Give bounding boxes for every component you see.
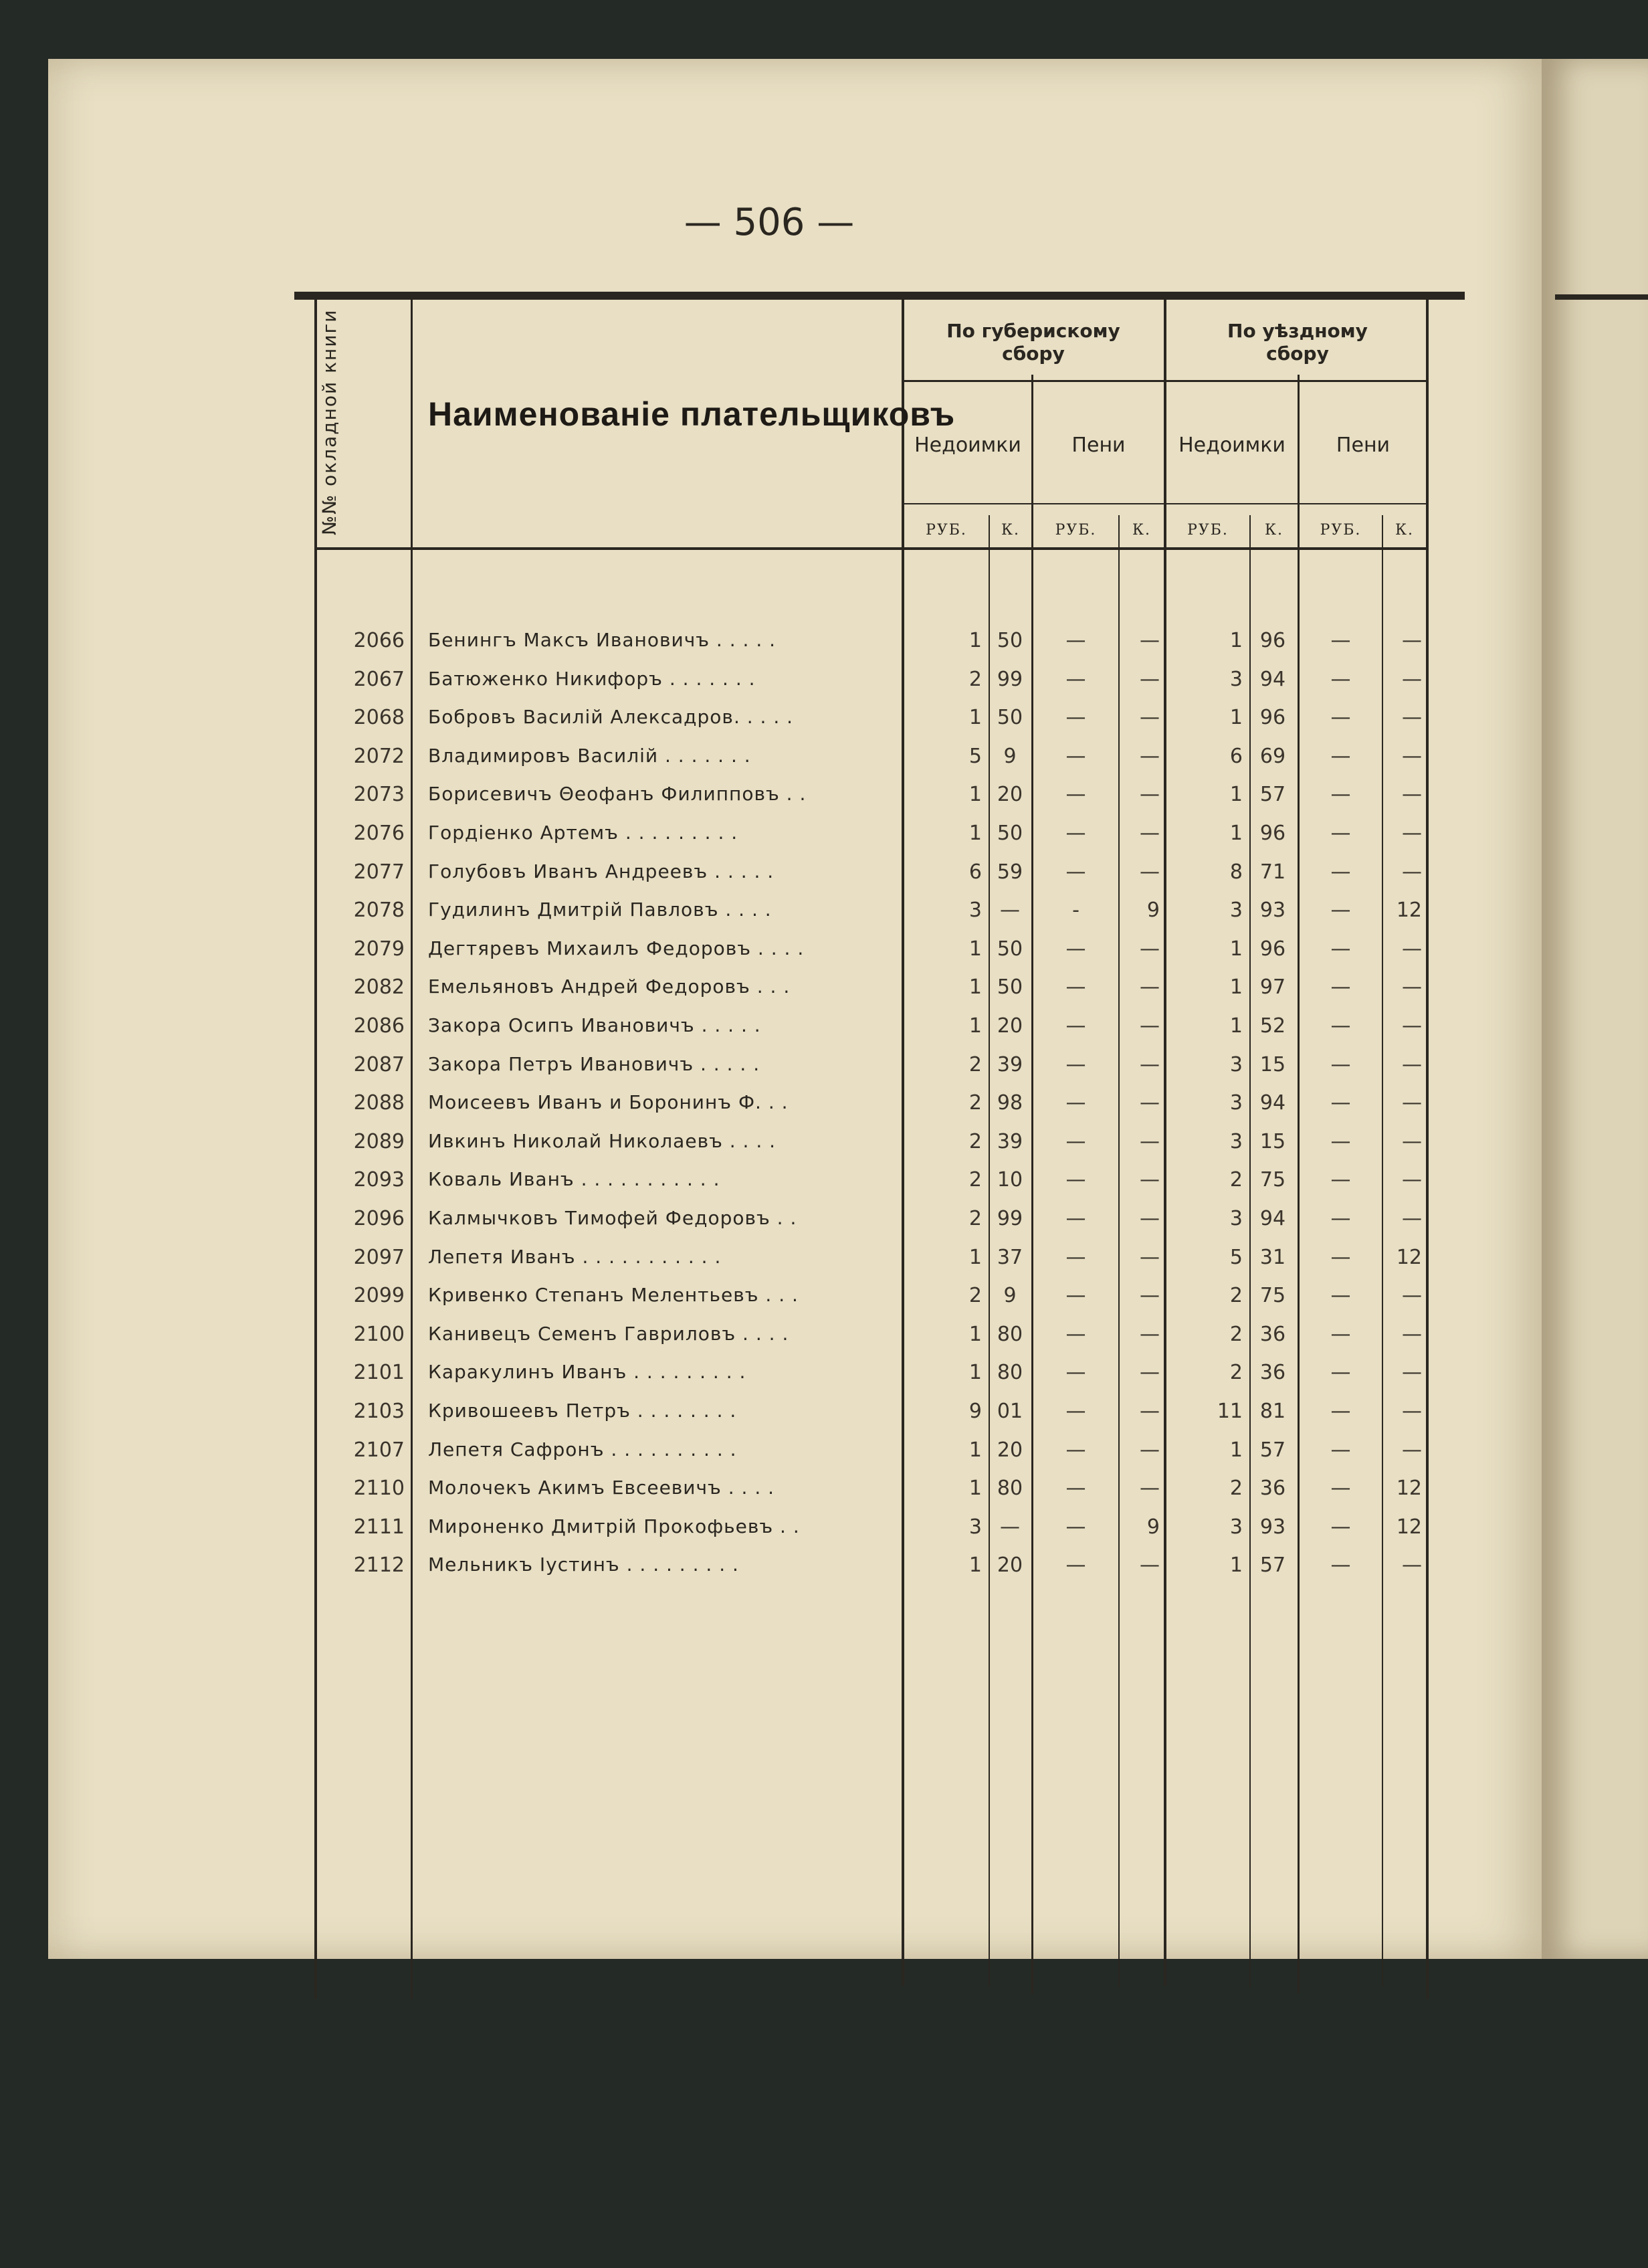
row-number: 2078 <box>353 899 405 923</box>
payer-name: Голубовъ Иванъ Андреевъ . . . . . <box>428 860 775 882</box>
uezd-peni-kop: — <box>1402 1553 1422 1578</box>
uezd-peni-rub: — <box>1330 860 1351 884</box>
gub-peni-kop: — <box>1140 1477 1160 1501</box>
payer-name: Борисевичъ Θеофанъ Филипповъ . . <box>428 783 807 806</box>
uezd-nedoimki-kop: 75 <box>1259 1168 1286 1192</box>
uezd-nedoimki-kop: 96 <box>1259 937 1286 961</box>
gub-nedoimki-rub: 2 <box>968 1168 982 1192</box>
uezd-peni-kop: 12 <box>1396 1245 1422 1269</box>
header-unit-kop: К. <box>1395 522 1415 539</box>
uezd-peni-kop: — <box>1402 744 1422 768</box>
header-gub-peni: Пени <box>1071 434 1126 457</box>
uezd-peni-kop: — <box>1402 1168 1422 1192</box>
uezd-peni-rub: — <box>1330 1168 1351 1192</box>
payer-name: Закора Петръ Ивановичъ . . . . . <box>428 1052 760 1075</box>
uezd-peni-rub: — <box>1330 1322 1351 1346</box>
uezd-peni-kop: — <box>1402 1091 1422 1115</box>
gub-peni-kop: — <box>1140 1322 1160 1346</box>
gub-peni-rub: — <box>1065 744 1086 768</box>
row-number: 2096 <box>353 1207 405 1230</box>
table-row <box>0 1432 1648 1471</box>
uezd-nedoimki-rub: 3 <box>1229 1052 1243 1076</box>
gub-nedoimki-kop: 20 <box>997 1438 1023 1462</box>
header-group-rule-gub <box>904 380 1164 382</box>
uezd-nedoimki-rub: 8 <box>1229 860 1243 884</box>
header-uezd-group: По уѣздному сбору <box>1227 320 1368 365</box>
uezd-nedoimki-rub: 5 <box>1229 1245 1243 1269</box>
gub-nedoimki-kop: 10 <box>997 1168 1023 1192</box>
uezd-peni-rub: — <box>1330 1553 1351 1578</box>
gub-peni-kop: — <box>1140 1014 1160 1038</box>
gub-nedoimki-kop: — <box>1000 899 1020 923</box>
gub-nedoimki-kop: 01 <box>997 1400 1023 1423</box>
gub-nedoimki-kop: 20 <box>997 1553 1023 1578</box>
uezd-nedoimki-kop: 31 <box>1259 1245 1286 1269</box>
table-row <box>0 699 1648 738</box>
payer-name: Бобровъ Василій Алексадров. . . . . <box>428 706 794 729</box>
row-number: 2086 <box>353 1014 405 1038</box>
uezd-nedoimki-rub: 2 <box>1229 1168 1243 1192</box>
uezd-nedoimki-kop: 96 <box>1259 629 1286 652</box>
row-number: 2100 <box>353 1322 405 1346</box>
gub-peni-rub: — <box>1065 706 1086 730</box>
table-row <box>0 931 1648 969</box>
payer-name: Владимировъ Василій . . . . . . . <box>428 744 751 767</box>
uezd-nedoimki-kop: 57 <box>1259 783 1286 807</box>
table-row <box>0 622 1648 661</box>
table-row <box>0 1354 1648 1393</box>
uezd-nedoimki-rub: 1 <box>1229 937 1243 961</box>
uezd-nedoimki-kop: 81 <box>1259 1400 1286 1423</box>
gub-nedoimki-rub: 1 <box>968 1014 982 1038</box>
gub-nedoimki-kop: 50 <box>997 822 1023 845</box>
table-row <box>0 969 1648 1008</box>
uezd-nedoimki-kop: 93 <box>1259 899 1286 923</box>
gub-peni-rub: — <box>1065 1168 1086 1192</box>
table-row <box>0 1239 1648 1278</box>
payer-name: Кривенко Степанъ Мелентьевъ . . . <box>428 1284 799 1307</box>
uezd-peni-kop: — <box>1402 1322 1422 1346</box>
payer-name: Емельяновъ Андрей Федоровъ . . . <box>428 975 791 998</box>
table-top-rule <box>294 292 1465 300</box>
gub-peni-rub: — <box>1065 1207 1086 1230</box>
row-number: 2087 <box>353 1052 405 1076</box>
uezd-peni-kop: — <box>1402 783 1422 807</box>
uezd-peni-kop: — <box>1402 667 1422 691</box>
gub-nedoimki-kop: 99 <box>997 1207 1023 1230</box>
gub-peni-kop: — <box>1140 1400 1160 1423</box>
gub-nedoimki-kop: 80 <box>997 1477 1023 1501</box>
uezd-nedoimki-rub: 1 <box>1229 1438 1243 1462</box>
row-number: 2072 <box>353 744 405 768</box>
payer-name: Ивкинъ Николай Николаевъ . . . . <box>428 1129 777 1152</box>
uezd-peni-kop: 12 <box>1396 1477 1422 1501</box>
uezd-peni-kop: — <box>1402 1361 1422 1385</box>
gub-nedoimki-rub: 2 <box>968 1129 982 1153</box>
payer-name: Каракулинъ Иванъ . . . . . . . . . <box>428 1361 746 1384</box>
gub-nedoimki-rub: 1 <box>968 1438 982 1462</box>
uezd-nedoimki-rub: 1 <box>1229 1553 1243 1578</box>
uezd-nedoimki-kop: 93 <box>1259 1515 1286 1539</box>
payer-name: Лепетя Сафронъ . . . . . . . . . . <box>428 1438 737 1460</box>
uezd-nedoimki-rub: 1 <box>1229 706 1243 730</box>
table-row <box>0 1547 1648 1586</box>
gub-nedoimki-kop: 99 <box>997 667 1023 691</box>
uezd-nedoimki-rub: 6 <box>1229 744 1243 768</box>
uezd-peni-kop: — <box>1402 860 1422 884</box>
row-number: 2111 <box>353 1515 405 1539</box>
payer-name: Моисеевъ Иванъ и Боронинъ Ф. . . <box>428 1091 789 1114</box>
gub-peni-rub: — <box>1065 1438 1086 1462</box>
gub-nedoimki-kop: 80 <box>997 1322 1023 1346</box>
uezd-peni-rub: — <box>1330 1400 1351 1423</box>
gub-nedoimki-rub: 1 <box>968 937 982 961</box>
payer-name: Дегтяревъ Михаилъ Федоровъ . . . . <box>428 937 805 959</box>
gub-nedoimki-rub: 1 <box>968 822 982 845</box>
table-row <box>0 1393 1648 1432</box>
row-number: 2103 <box>353 1400 405 1423</box>
gub-peni-rub: — <box>1065 860 1086 884</box>
table-row <box>0 1470 1648 1509</box>
payer-name: Канивецъ Семенъ Гавриловъ . . . . <box>428 1322 789 1345</box>
gub-nedoimki-rub: 2 <box>968 1207 982 1230</box>
table-row <box>0 776 1648 815</box>
gub-nedoimki-kop: 50 <box>997 975 1023 1000</box>
gub-peni-rub: — <box>1065 1284 1086 1308</box>
table-row <box>0 892 1648 931</box>
gub-nedoimki-kop: 50 <box>997 937 1023 961</box>
table-row <box>0 1509 1648 1547</box>
table-row <box>0 661 1648 700</box>
uezd-nedoimki-kop: 57 <box>1259 1438 1286 1462</box>
row-number: 2112 <box>353 1553 405 1578</box>
uezd-peni-kop: — <box>1402 975 1422 1000</box>
uezd-peni-rub: — <box>1330 706 1351 730</box>
uezd-peni-rub: — <box>1330 937 1351 961</box>
gub-peni-rub: — <box>1065 1553 1086 1578</box>
gub-nedoimki-kop: 50 <box>997 706 1023 730</box>
uezd-nedoimki-rub: 1 <box>1229 629 1243 652</box>
header-unit-rub: РУБ. <box>1187 522 1229 539</box>
row-number: 2077 <box>353 860 405 884</box>
gub-peni-kop: — <box>1140 1284 1160 1308</box>
payer-name: Лепетя Иванъ . . . . . . . . . . . <box>428 1245 722 1268</box>
uezd-peni-rub: — <box>1330 1207 1351 1230</box>
uezd-nedoimki-kop: 36 <box>1259 1322 1286 1346</box>
gub-nedoimki-rub: 1 <box>968 1477 982 1501</box>
uezd-peni-rub: — <box>1330 1245 1351 1269</box>
uezd-peni-rub: — <box>1330 1129 1351 1153</box>
gub-nedoimki-kop: 20 <box>997 1014 1023 1038</box>
gub-nedoimki-rub: 2 <box>968 1052 982 1076</box>
payer-name: Кривошеевъ Петръ . . . . . . . . <box>428 1400 737 1422</box>
gub-peni-rub: — <box>1065 783 1086 807</box>
gub-peni-rub: — <box>1065 1091 1086 1115</box>
payer-name: Коваль Иванъ . . . . . . . . . . . <box>428 1168 720 1191</box>
table-row <box>0 1123 1648 1162</box>
gub-peni-kop: — <box>1140 822 1160 845</box>
row-number: 2107 <box>353 1438 405 1462</box>
payer-name: Гудилинъ Дмитрій Павловъ . . . . <box>428 899 772 921</box>
table-row <box>0 854 1648 892</box>
uezd-peni-kop: — <box>1402 1014 1422 1038</box>
gub-nedoimki-rub: 1 <box>968 1361 982 1385</box>
payer-name: Бенингъ Максъ Ивановичъ . . . . . <box>428 629 777 651</box>
header-unit-rub: РУБ. <box>1055 522 1097 539</box>
uezd-peni-kop: — <box>1402 1400 1422 1423</box>
gub-nedoimki-rub: 3 <box>968 1515 982 1539</box>
gub-nedoimki-rub: 1 <box>968 706 982 730</box>
uezd-nedoimki-rub: 11 <box>1217 1400 1243 1423</box>
row-number: 2076 <box>353 822 405 845</box>
table-row <box>0 1008 1648 1046</box>
page-number: — 506 — <box>684 201 855 244</box>
gub-peni-rub: — <box>1065 1014 1086 1038</box>
table-row <box>0 1084 1648 1123</box>
uezd-peni-kop: — <box>1402 629 1422 652</box>
header-uezd-peni: Пени <box>1336 434 1390 457</box>
gub-peni-rub: — <box>1065 1322 1086 1346</box>
payer-name: Закора Осипъ Ивановичъ . . . . . <box>428 1014 761 1036</box>
table-row <box>0 738 1648 777</box>
header-gub-group: По губерискому сбору <box>946 320 1120 365</box>
gub-nedoimki-rub: 5 <box>968 744 982 768</box>
payer-name: Батюженко Никифоръ . . . . . . . <box>428 667 756 690</box>
uezd-nedoimki-kop: 96 <box>1259 706 1286 730</box>
uezd-peni-rub: — <box>1330 1438 1351 1462</box>
header-uezd-nedoimki: Недоимки <box>1178 434 1285 457</box>
row-number: 2088 <box>353 1091 405 1115</box>
gub-peni-kop: — <box>1140 1052 1160 1076</box>
gub-nedoimki-rub: 3 <box>968 899 982 923</box>
gub-nedoimki-kop: 9 <box>1003 1284 1017 1308</box>
uezd-nedoimki-kop: 15 <box>1259 1052 1286 1076</box>
gub-nedoimki-kop: 80 <box>997 1361 1023 1385</box>
uezd-peni-kop: — <box>1402 937 1422 961</box>
header-unit-kop: К. <box>1132 522 1152 539</box>
gub-nedoimki-kop: 50 <box>997 629 1023 652</box>
uezd-nedoimki-kop: 96 <box>1259 822 1286 845</box>
gub-peni-rub: — <box>1065 1515 1086 1539</box>
gub-nedoimki-kop: 59 <box>997 860 1023 884</box>
row-number: 2089 <box>353 1129 405 1153</box>
gub-nedoimki-rub: 9 <box>968 1400 982 1423</box>
gub-peni-rub: — <box>1065 1245 1086 1269</box>
gub-peni-rub: — <box>1065 975 1086 1000</box>
gub-nedoimki-kop: 37 <box>997 1245 1023 1269</box>
header-col-number: №№ окладной книги <box>318 308 340 535</box>
gub-nedoimki-rub: 2 <box>968 667 982 691</box>
gub-peni-rub: — <box>1065 822 1086 845</box>
uezd-peni-rub: — <box>1330 899 1351 923</box>
uezd-peni-kop: — <box>1402 1052 1422 1076</box>
gub-peni-rub: — <box>1065 629 1086 652</box>
gub-peni-rub: — <box>1065 667 1086 691</box>
gub-peni-kop: 9 <box>1146 1515 1160 1539</box>
uezd-peni-kop: — <box>1402 706 1422 730</box>
uezd-nedoimki-rub: 2 <box>1229 1477 1243 1501</box>
row-number: 2101 <box>353 1361 405 1385</box>
gub-peni-kop: — <box>1140 1168 1160 1192</box>
uezd-nedoimki-rub: 3 <box>1229 1129 1243 1153</box>
table-row <box>0 1046 1648 1085</box>
header-group-rule-uezd <box>1166 380 1427 382</box>
table-row <box>0 1277 1648 1316</box>
uezd-nedoimki-rub: 2 <box>1229 1322 1243 1346</box>
gub-nedoimki-rub: 6 <box>968 860 982 884</box>
uezd-peni-kop: — <box>1402 1438 1422 1462</box>
uezd-peni-kop: 12 <box>1396 1515 1422 1539</box>
header-bottom-rule <box>314 547 1427 550</box>
row-number: 2099 <box>353 1284 405 1308</box>
uezd-nedoimki-kop: 15 <box>1259 1129 1286 1153</box>
gub-peni-kop: — <box>1140 706 1160 730</box>
uezd-nedoimki-kop: 52 <box>1259 1014 1286 1038</box>
uezd-peni-rub: — <box>1330 1014 1351 1038</box>
uezd-nedoimki-rub: 3 <box>1229 1091 1243 1115</box>
header-unit-kop: К. <box>1001 522 1021 539</box>
gub-peni-kop: — <box>1140 937 1160 961</box>
right-page-rule <box>1555 294 1648 300</box>
table-row <box>0 1316 1648 1355</box>
gub-nedoimki-kop: — <box>1000 1515 1020 1539</box>
gub-nedoimki-rub: 1 <box>968 975 982 1000</box>
payer-name: Калмычковъ Тимофей Федоровъ . . <box>428 1207 797 1229</box>
uezd-peni-rub: — <box>1330 1361 1351 1385</box>
gub-nedoimki-rub: 1 <box>968 1553 982 1578</box>
gub-peni-kop: — <box>1140 744 1160 768</box>
uezd-peni-rub: — <box>1330 1052 1351 1076</box>
uezd-nedoimki-kop: 75 <box>1259 1284 1286 1308</box>
uezd-nedoimki-kop: 69 <box>1259 744 1286 768</box>
gub-nedoimki-kop: 98 <box>997 1091 1023 1115</box>
gub-peni-kop: — <box>1140 1553 1160 1578</box>
table-row <box>0 1161 1648 1200</box>
gub-peni-rub: — <box>1065 1361 1086 1385</box>
gub-nedoimki-kop: 9 <box>1003 744 1017 768</box>
uezd-nedoimki-kop: 36 <box>1259 1361 1286 1385</box>
uezd-nedoimki-kop: 97 <box>1259 975 1286 1000</box>
gub-peni-kop: — <box>1140 1245 1160 1269</box>
uezd-nedoimki-rub: 3 <box>1229 1515 1243 1539</box>
uezd-nedoimki-rub: 3 <box>1229 899 1243 923</box>
gub-nedoimki-kop: 39 <box>997 1052 1023 1076</box>
uezd-nedoimki-rub: 1 <box>1229 783 1243 807</box>
uezd-peni-rub: — <box>1330 1477 1351 1501</box>
row-number: 2097 <box>353 1245 405 1269</box>
gub-peni-kop: — <box>1140 783 1160 807</box>
header-gub-nedoimki: Недоимки <box>914 434 1021 457</box>
gub-peni-rub: — <box>1065 1052 1086 1076</box>
gub-nedoimki-rub: 2 <box>968 1091 982 1115</box>
gub-peni-kop: — <box>1140 860 1160 884</box>
uezd-nedoimki-kop: 94 <box>1259 1091 1286 1115</box>
uezd-nedoimki-kop: 94 <box>1259 1207 1286 1230</box>
gub-peni-rub: — <box>1065 1477 1086 1501</box>
payer-name: Мельникъ Іустинъ . . . . . . . . . <box>428 1553 739 1576</box>
uezd-peni-kop: — <box>1402 1284 1422 1308</box>
payer-name: Молочекъ Акимъ Евсеевичъ . . . . <box>428 1477 775 1499</box>
uezd-nedoimki-rub: 1 <box>1229 1014 1243 1038</box>
uezd-nedoimki-rub: 3 <box>1229 1207 1243 1230</box>
gub-peni-rub: - <box>1072 899 1079 923</box>
gub-nedoimki-rub: 1 <box>968 783 982 807</box>
header-col-name: Наименованіе плательщиковъ <box>428 395 956 433</box>
gub-peni-kop: — <box>1140 1091 1160 1115</box>
uezd-peni-kop: — <box>1402 822 1422 845</box>
row-number: 2082 <box>353 975 405 1000</box>
uezd-peni-rub: — <box>1330 744 1351 768</box>
uezd-peni-kop: 12 <box>1396 899 1422 923</box>
uezd-peni-rub: — <box>1330 1091 1351 1115</box>
row-number: 2068 <box>353 706 405 730</box>
uezd-peni-rub: — <box>1330 822 1351 845</box>
row-number: 2093 <box>353 1168 405 1192</box>
uezd-nedoimki-rub: 2 <box>1229 1361 1243 1385</box>
gub-nedoimki-kop: 39 <box>997 1129 1023 1153</box>
uezd-peni-rub: — <box>1330 783 1351 807</box>
uezd-peni-rub: — <box>1330 1284 1351 1308</box>
uezd-nedoimki-rub: 1 <box>1229 975 1243 1000</box>
gub-nedoimki-rub: 2 <box>968 1284 982 1308</box>
table-row <box>0 1200 1648 1239</box>
uezd-peni-kop: — <box>1402 1207 1422 1230</box>
gub-peni-kop: — <box>1140 629 1160 652</box>
uezd-nedoimki-rub: 3 <box>1229 667 1243 691</box>
row-number: 2073 <box>353 783 405 807</box>
header-unit-rub: РУБ. <box>1320 522 1362 539</box>
row-number: 2110 <box>353 1477 405 1501</box>
row-number: 2067 <box>353 667 405 691</box>
gub-peni-kop: — <box>1140 1129 1160 1153</box>
gub-nedoimki-rub: 1 <box>968 1322 982 1346</box>
gub-peni-kop: — <box>1140 1361 1160 1385</box>
gub-nedoimki-rub: 1 <box>968 629 982 652</box>
gub-peni-kop: — <box>1140 1207 1160 1230</box>
uezd-nedoimki-rub: 2 <box>1229 1284 1243 1308</box>
gub-nedoimki-rub: 1 <box>968 1245 982 1269</box>
gub-peni-kop: 9 <box>1146 899 1160 923</box>
uezd-peni-rub: — <box>1330 1515 1351 1539</box>
gub-peni-rub: — <box>1065 937 1086 961</box>
gub-peni-rub: — <box>1065 1129 1086 1153</box>
gub-nedoimki-kop: 20 <box>997 783 1023 807</box>
row-number: 2079 <box>353 937 405 961</box>
payer-name: Мироненко Дмитрій Прокофьевъ . . <box>428 1515 800 1537</box>
header-unit-rub: РУБ. <box>926 522 967 539</box>
uezd-peni-kop: — <box>1402 1129 1422 1153</box>
payer-name: Гордіенко Артемъ . . . . . . . . . <box>428 822 738 844</box>
uezd-peni-rub: — <box>1330 629 1351 652</box>
uezd-nedoimki-kop: 71 <box>1259 860 1286 884</box>
row-number: 2066 <box>353 629 405 652</box>
uezd-peni-rub: — <box>1330 667 1351 691</box>
header-unit-rule <box>904 503 1427 504</box>
uezd-nedoimki-rub: 1 <box>1229 822 1243 845</box>
header-unit-kop: К. <box>1264 522 1284 539</box>
gub-peni-kop: — <box>1140 975 1160 1000</box>
uezd-nedoimki-kop: 94 <box>1259 667 1286 691</box>
uezd-nedoimki-kop: 36 <box>1259 1477 1286 1501</box>
uezd-nedoimki-kop: 57 <box>1259 1553 1286 1578</box>
gub-peni-kop: — <box>1140 1438 1160 1462</box>
gub-peni-kop: — <box>1140 667 1160 691</box>
uezd-peni-rub: — <box>1330 975 1351 1000</box>
gub-peni-rub: — <box>1065 1400 1086 1423</box>
table-row <box>0 815 1648 854</box>
